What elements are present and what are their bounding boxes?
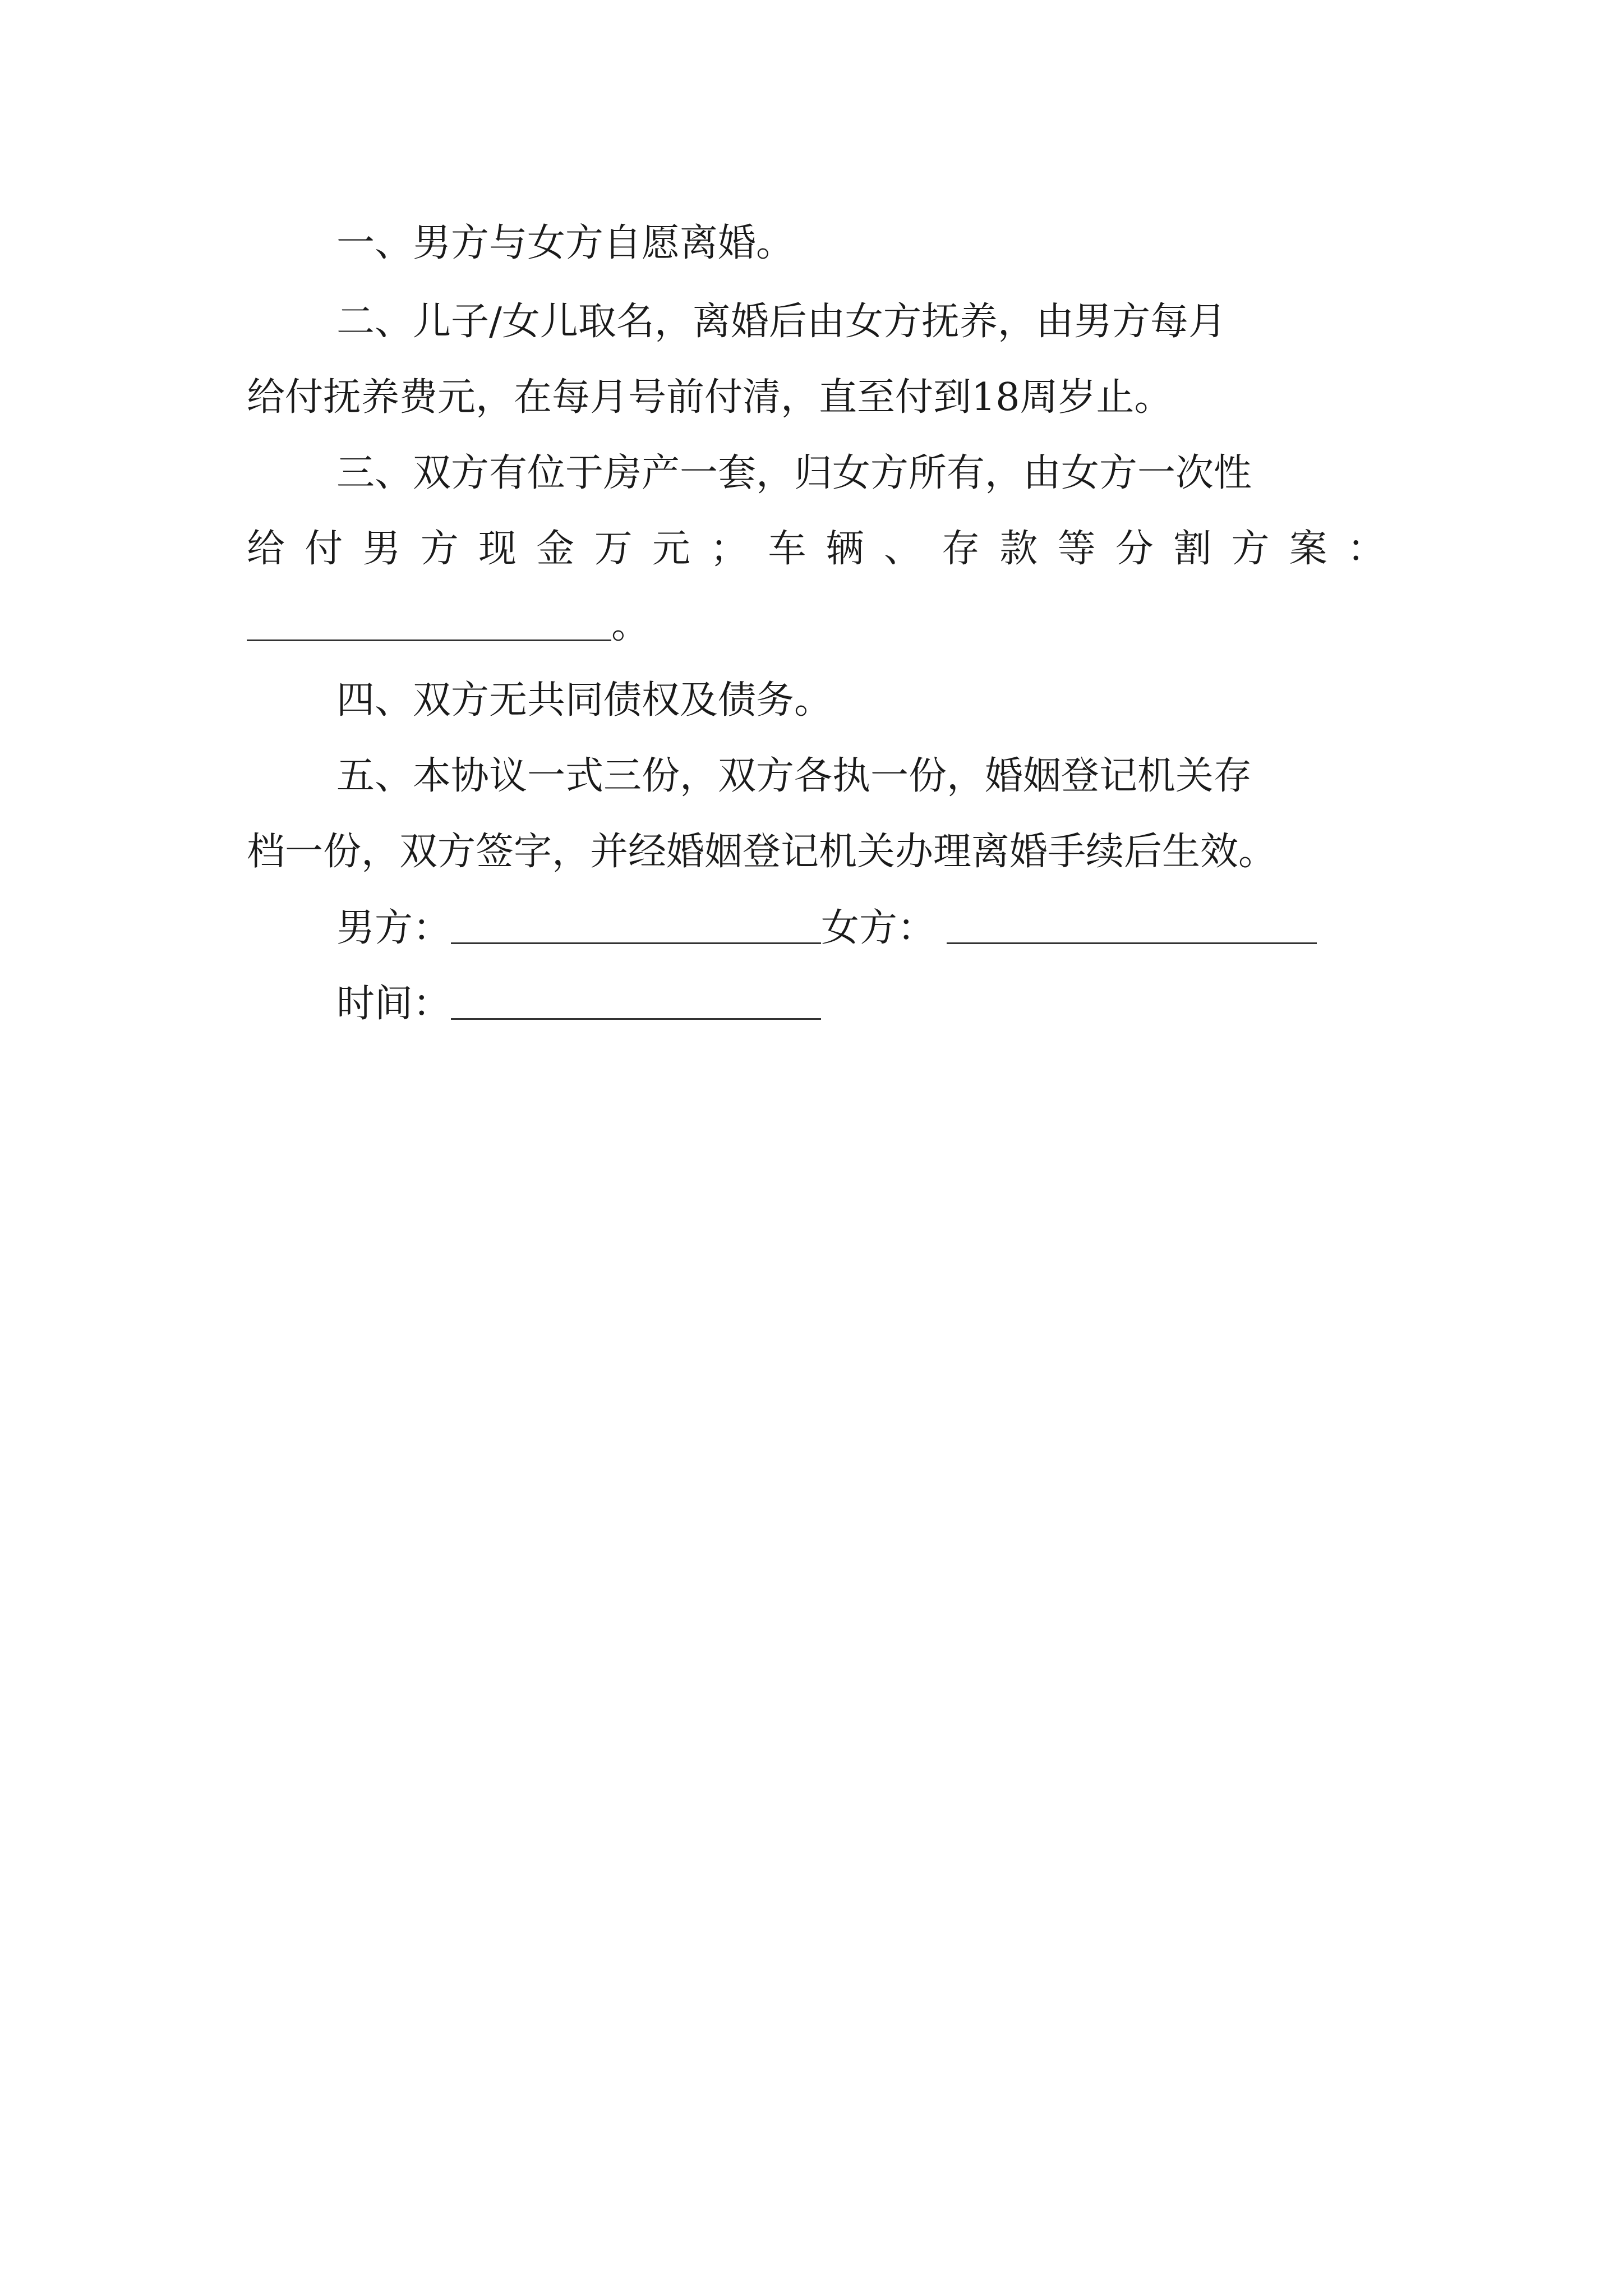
clause-5-line-1: 五、本协议一式三份，双方各执一份，婚姻登记机关存 [336, 754, 1252, 798]
clause-3-period: 。 [611, 603, 650, 647]
clause-4: 四、双方无共同债权及债务。 [336, 678, 833, 723]
date-row [336, 982, 821, 1026]
clause-1: 一、男方与女方自愿离婚。 [336, 221, 795, 265]
male-signature-label: 男方： [336, 906, 451, 950]
date-blank[interactable] [451, 984, 821, 1020]
clause-2-line-1: 二、儿子/女儿取名，离婚后由女方抚养，由男方每月 [336, 300, 1227, 344]
signature-row [336, 906, 1317, 950]
clause-3-line-3 [247, 603, 650, 647]
division-plan-blank[interactable] [247, 606, 611, 641]
clause-3-line-2: 给付男方现金万元；车辆、存款等分割方案： [247, 527, 1385, 571]
male-signature-blank[interactable] [451, 909, 821, 944]
clause-2-line-2: 给付抚养费元，在每月号前付清，直至付到18周岁止。 [247, 375, 1173, 420]
female-signature-label: 女方： [821, 906, 936, 950]
date-label: 时间： [336, 982, 451, 1026]
female-signature-blank[interactable] [947, 909, 1317, 944]
clause-5-line-2: 档一份，双方签字，并经婚姻登记机关办理离婚手续后生效。 [247, 830, 1277, 874]
clause-3-line-1: 三、双方有位于房产一套，归女方所有，由女方一次性 [336, 451, 1252, 495]
